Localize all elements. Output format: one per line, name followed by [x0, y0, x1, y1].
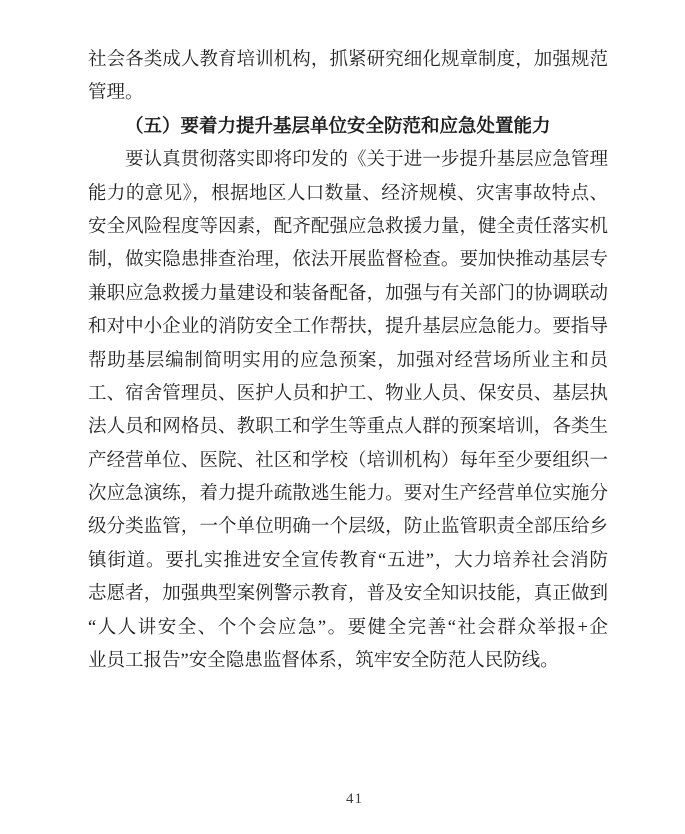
- body-line: 工、宿舍管理员、医护人员和护工、物业人员、保安员、基层执: [88, 383, 608, 404]
- body-line: 业员工报告”安全隐患监督体系，筑牢安全防范人民防线。: [88, 651, 559, 672]
- body-line: 志愿者，加强典型案例警示教育，普及安全知识技能，真正做到: [88, 584, 608, 605]
- body-line: 能力的意见》，根据地区人口数量、经济规模、灾害事故特点、: [88, 183, 608, 204]
- body-line: 社会各类成人教育培训机构，抓紧研究细化规章制度，加强规范: [88, 50, 608, 70]
- body-line: 管理。: [88, 83, 144, 104]
- body-line: 法人员和网格员、教职工和学生等重点人群的预案培训，各类生: [88, 417, 608, 438]
- body-line: 产经营单位、医院、社区和学校（培训机构）每年至少要组织一: [88, 450, 608, 471]
- body-line: 要认真贯彻落实即将印发的《关于进一步提升基层应急管理: [125, 150, 608, 171]
- section-heading: （五）要着力提升基层单位安全防范和应急处置能力: [125, 116, 551, 137]
- body-line: 制，做实隐患排查治理，依法开展监督检查。要加快推动基层专: [88, 250, 608, 271]
- body-line: 镇街道。要扎实推进安全宣传教育“五进”，大力培养社会消防: [88, 550, 608, 571]
- body-line: 安全风险程度等因素，配齐配强应急救援力量，健全责任落实机: [88, 216, 608, 237]
- body-line: 帮助基层编制简明实用的应急预案，加强对经营场所业主和员: [88, 350, 608, 371]
- page-number: 41: [346, 791, 363, 807]
- body-line: 级分类监管，一个单位明确一个层级，防止监管职责全部压给乡: [88, 517, 608, 538]
- body-line: 次应急演练，着力提升疏散逃生能力。要对生产经营单位实施分: [88, 484, 608, 505]
- document-body: [88, 44, 608, 678]
- body-line: “人人讲安全、个个会应急”。要健全完善“社会群众举报+企: [88, 617, 608, 638]
- body-line: 和对中小企业的消防安全工作帮扶，提升基层应急能力。要指导: [88, 317, 608, 338]
- body-line: 兼职应急救援力量建设和装备配备，加强与有关部门的协调联动: [88, 283, 608, 304]
